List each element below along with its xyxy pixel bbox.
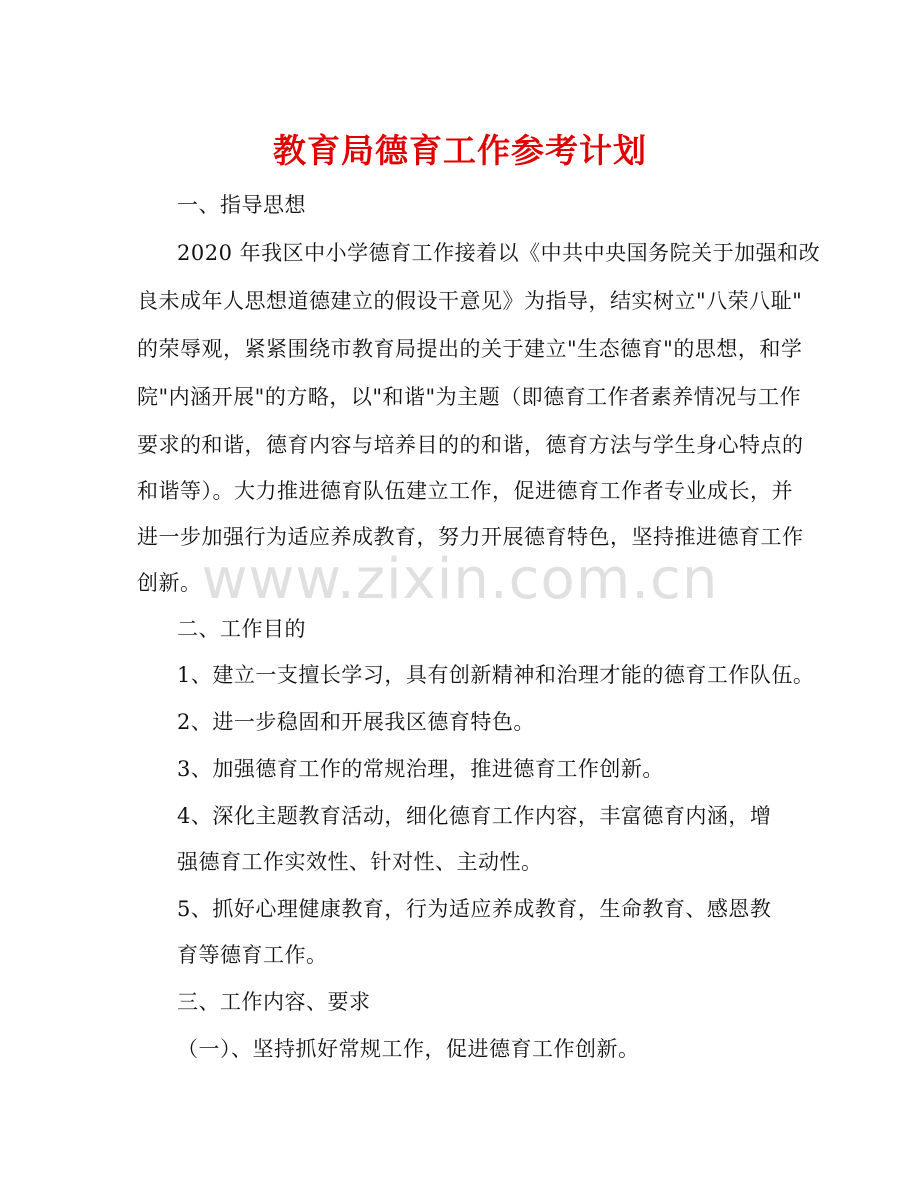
list-item: 4、深化主题教育活动，细化德育工作内容，丰富德育内涵，增: [177, 804, 772, 828]
paragraph-line: 和谐等）。大力推进德育队伍建立工作，促进德育工作者专业成长，并: [137, 479, 793, 503]
section-heading-work-content: 三、工作内容、要求: [177, 990, 371, 1014]
paragraph-line: 创新。: [137, 571, 202, 595]
sub-heading: （一）、坚持抓好常规工作，促进德育工作创新。: [177, 1037, 640, 1061]
list-item: 1、建立一支擅长学习，具有创新精神和治理才能的德育工作队伍。: [177, 663, 815, 687]
paragraph-line: 院"内涵开展"的方略，以"和谐"为主题（即德育工作者素养情况与工作: [137, 385, 802, 409]
list-item: 2、进一步稳固和开展我区德育特色。: [177, 710, 535, 734]
list-item: 3、加强德育工作的常规治理，推进德育工作创新。: [177, 757, 664, 781]
paragraph-line: 2020 年我区中小学德育工作接着以《中共中央国务院关于加强和改: [177, 241, 821, 265]
section-heading-work-goals: 二、工作目的: [177, 617, 306, 641]
paragraph-line: 进一步加强行为适应养成教育，努力开展德育特色，坚持推进德育工作: [137, 525, 804, 549]
list-item: 5、抓好心理健康教育，行为适应养成教育，生命教育、感恩教: [177, 897, 772, 921]
list-item-continuation: 强德育工作实效性、针对性、主动性。: [177, 850, 543, 874]
section-heading-guiding-ideology: 一、指导思想: [177, 193, 306, 217]
document-title: 教育局德育工作参考计划: [273, 131, 647, 170]
watermark: www.zixin.com.cn: [201, 547, 719, 612]
paragraph-line: 的荣辱观，紧紧围绕市教育局提出的关于建立"生态德育"的思想，和学: [137, 337, 803, 361]
paragraph-line: 要求的和谐，德育内容与培养目的的和谐，德育方法与学生身心特点的: [137, 433, 804, 457]
list-item-continuation: 育等德育工作。: [177, 943, 328, 967]
paragraph-line: 良未成年人思想道德建立的假设干意见》为指导，结实树立"八荣八耻": [137, 289, 803, 313]
